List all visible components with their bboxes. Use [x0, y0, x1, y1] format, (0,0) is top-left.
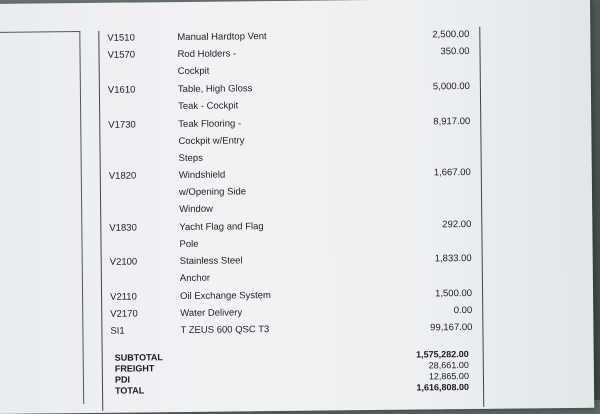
item-code: V1830: [109, 222, 137, 234]
table-row: [102, 322, 482, 346]
pdi-label: PDI: [114, 374, 131, 385]
item-price: 292.00: [442, 218, 472, 231]
item-price: 350.00: [440, 45, 470, 58]
item-description: Windshield: [178, 169, 226, 182]
item-code: V2100: [109, 256, 138, 268]
item-description: T ZEUS 600 QSC T3: [180, 324, 270, 337]
item-price: 0.00: [453, 304, 473, 317]
item-description: w/Opening Side: [178, 186, 247, 199]
item-code: SI1: [110, 325, 125, 337]
subtotal-label: SUBTOTAL: [114, 352, 163, 363]
left-panel-border: [0, 31, 84, 405]
freight-value: 28,661.00: [428, 360, 469, 371]
item-description: Manual Hardtop Vent: [177, 31, 267, 44]
total-value: 1,616,808.00: [416, 382, 470, 393]
item-price: 1,833.00: [434, 252, 472, 265]
item-description: Pole: [179, 238, 199, 251]
item-description: Cockpit w/Entry: [178, 135, 245, 148]
item-description: Steps: [178, 152, 203, 165]
item-price: 5,000.00: [432, 80, 470, 93]
item-price: 1,500.00: [435, 287, 473, 300]
item-description: Water Delivery: [180, 307, 243, 320]
freight-label: FREIGHT: [114, 363, 155, 374]
total-label: TOTAL: [115, 385, 145, 396]
item-description: Oil Exchange System: [180, 290, 271, 303]
item-price: 2,500.00: [432, 28, 470, 41]
line-items-table: [98, 27, 484, 411]
item-price: 8,917.00: [433, 115, 471, 128]
item-code: V1610: [107, 84, 136, 96]
item-description: Anchor: [179, 272, 211, 285]
item-description: Rod Holders -: [177, 48, 237, 61]
item-code: V1820: [108, 170, 137, 182]
item-code: V1570: [107, 49, 136, 61]
item-description: Teak - Cockpit: [178, 100, 239, 113]
item-code: V2170: [110, 308, 138, 320]
item-price: 99,167.00: [430, 321, 473, 334]
item-description: Teak Flooring -: [178, 118, 242, 131]
item-description: Yacht Flag and Flag: [179, 221, 264, 234]
item-description: Window: [179, 203, 214, 216]
pdi-value: 12,865.00: [428, 371, 469, 382]
item-code: V2110: [110, 291, 137, 303]
item-code: V1730: [108, 119, 136, 131]
subtotal-value: 1,575,282.00: [416, 349, 469, 360]
item-description: Stainless Steel: [179, 255, 243, 268]
item-description: Cockpit: [177, 65, 210, 78]
item-description: Table, High Gloss: [177, 83, 253, 96]
totals-section: [103, 349, 483, 397]
item-price: 1,667.00: [433, 166, 471, 179]
item-code: V1510: [107, 32, 135, 44]
